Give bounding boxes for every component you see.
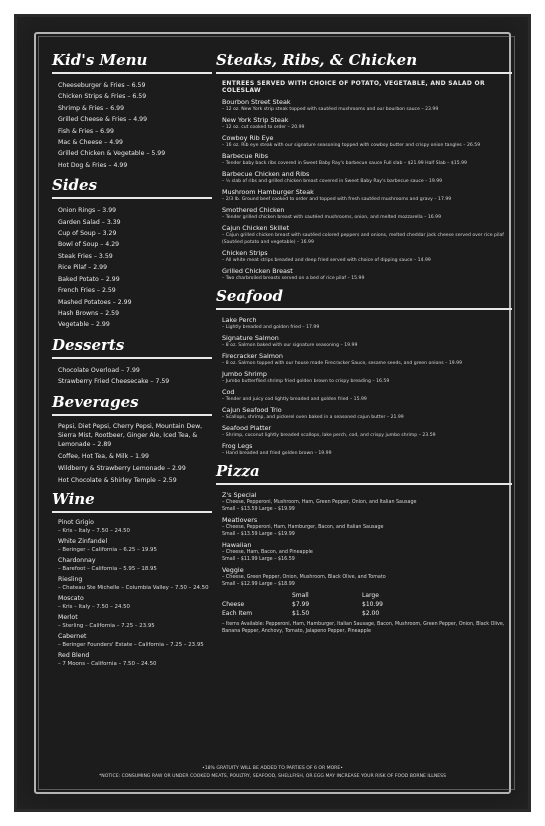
right-column (216, 50, 512, 635)
wine-description: – 7 Moons – California – 7.50 – 24.50 (58, 660, 157, 667)
section-divider (216, 483, 512, 485)
menu-item: Garden Salad – 3.39 (58, 218, 121, 226)
dish-description: – Lightly breaded and golden fried – 17.99 (222, 325, 320, 330)
large-price: $2.00 (362, 610, 380, 617)
sides-title: Sides (52, 176, 98, 195)
steaks-title: Steaks, Ribs, & Chicken (216, 51, 418, 69)
size-row-label: Each Item (222, 610, 253, 617)
menu-item: Mac & Cheese – 4.99 (58, 139, 123, 147)
wine-name: Pinot Grigio (58, 518, 94, 526)
dish-description: – All white meat strips breaded and deep fried served with choice of dipping sauce – 14.99 (222, 258, 431, 263)
pizza-toppings: – Cheese, Green Pepper, Onion, Mushroom, Black Olive, and Tomato (222, 575, 386, 580)
large-price: $10.99 (362, 601, 383, 608)
dish-name: Bourbon Street Steak (222, 98, 291, 106)
dish-description: – Cajun grilled chicken breast with sautéed colored peppers and onions, melted cheddar jack cheese served over rice pilaf (Sautéed potato and vegetable) – 16.99 (222, 233, 504, 245)
pizza-price: Small – $11.99 Large – $16.59 (222, 557, 295, 562)
section-divider (52, 197, 212, 199)
wine-name: Moscato (58, 594, 84, 602)
dish-description: – 12 oz. cut cooked to order – 20.99 (222, 125, 305, 130)
small-price: $1.50 (292, 610, 310, 617)
menu-item: Rice Pilaf – 2.99 (58, 264, 108, 272)
wine-name: Chardonnay (58, 556, 96, 564)
dish-name: Jumbo Shrimp (222, 370, 267, 378)
menu-item: Wildberry & Strawberry Lemonade – 2.99 (58, 464, 186, 472)
wine-title: Wine (52, 489, 95, 508)
wine-list (52, 519, 212, 668)
menu-item: Bowl of Soup – 4.29 (58, 241, 120, 249)
section-divider (52, 414, 212, 416)
sides-list (52, 205, 212, 330)
pizza-list (216, 491, 512, 588)
wine-description: – Beringer – California – 6.25 – 19.95 (58, 546, 157, 553)
menu-item: Hot Dog & Fries – 4.99 (58, 161, 128, 169)
wine-name: Riesling (58, 575, 83, 583)
dish-name: Smothered Chicken (222, 206, 285, 214)
size-header-blank (222, 591, 292, 600)
dish-description: – Hand breaded and fried golden brown – 19.99 (222, 451, 332, 456)
wine-description: – Chateau Ste Michelle – Columbia Valley – 7.50 – 24.50 (58, 584, 209, 591)
dish-name: New York Strip Steak (222, 116, 289, 124)
kids-menu-title: Kid's Menu (52, 51, 148, 69)
dish-description: – Tender and juicy cod lightly breaded and golden fried – 15.99 (222, 397, 367, 402)
gratuity-notice: •18% GRATUITY WILL BE ADDED TO PARTIES OF 6 OR MORE• (202, 766, 343, 771)
menu-item: Onion Rings – 3.99 (58, 207, 117, 215)
menu-item: Chicken Strips & Fries – 6.59 (58, 93, 147, 101)
pizza-name: Meatlovers (222, 516, 258, 524)
pizza-toppings: – Cheese, Pepperoni, Ham, Hamburger, Bacon, and Italian Sausage (222, 525, 384, 530)
left-column (52, 50, 212, 671)
dish-description: – 8 oz. Salmon baked with our signature seasoning – 19.99 (222, 343, 358, 348)
dish-name: Chicken Strips (222, 249, 268, 257)
menu-item: Grilled Chicken & Vegetable – 5.99 (58, 150, 166, 158)
dish-name: Barbecue Ribs (222, 152, 269, 160)
pizza-toppings: – Cheese, Pepperoni, Mushroom, Ham, Green Pepper, Onion, and Italian Sausage (222, 500, 417, 505)
section-divider (216, 308, 512, 310)
menu-item: French Fries – 2.59 (58, 287, 116, 295)
consumer-advisory: *NOTICE: CONSUMING RAW OR UNDER COOKED MEATS, POULTRY, SEAFOOD, SHELLFISH, OR EGG MAY INCREASE YOUR RISK OF FOOD BORNE ILLNESS (98, 774, 447, 779)
wine-name: White Zinfandel (58, 537, 108, 545)
dish-description: – ½ slab of ribs and grilled chicken breast covered in Sweet Baby Ray's barbecue sauce – 19.99 (222, 179, 443, 184)
seafood-list (216, 316, 512, 457)
steaks-subheading: ENTREES SERVED WITH CHOICE OF POTATO, VEGETABLE, AND SALAD OR COLESLAW (222, 80, 485, 94)
desserts-list (52, 365, 212, 388)
wine-description: – Kris – Italy – 7.50 – 24.50 (58, 527, 130, 534)
menu-item: Strawberry Fried Cheesecake – 7.59 (58, 378, 170, 386)
dish-description: – Tender baby back ribs covered in Sweet Baby Ray's barbecue sauce Full slab – $21.99 Half Slab – $15.99 (222, 161, 467, 166)
size-row-label: Cheese (222, 601, 245, 608)
pizza-name: Z's Special (222, 491, 257, 499)
dish-name: Cajun Seafood Trio (222, 406, 282, 414)
pizza-price: Small – $12.99 Large – $18.99 (222, 582, 295, 587)
dish-name: Signature Salmon (222, 334, 279, 342)
section-divider (52, 72, 212, 74)
menu-item: Shrimp & Fries – 6.99 (58, 104, 125, 112)
menu-item: Vegetable – 2.99 (58, 321, 110, 329)
menu-item: Hash Browns – 2.59 (58, 309, 120, 317)
wine-description: – Kris – Italy – 7.50 – 24.50 (58, 603, 130, 610)
menu-item: Mashed Potatoes – 2.99 (58, 298, 132, 306)
dish-description: – Shrimp, coconut lightly breaded scallops, lake perch, cod, and crispy jumbo shrimp – 23.59 (222, 433, 436, 438)
menu-item: Hot Chocolate & Shirley Temple – 2.59 (58, 476, 177, 484)
pizza-price: Small – $13.59 Large – $19.99 (222, 507, 295, 512)
size-price-row (216, 600, 512, 609)
wine-description: – Beringer Founders' Estate – California – 7.25 – 23.95 (58, 641, 204, 648)
menu-item: Cheeseburger & Fries – 6.59 (58, 82, 146, 89)
kids-menu-list (52, 80, 212, 171)
dish-description: – 8 oz. Salmon topped with our house made Firecracker Sauce, sesame seeds, and green onions – 19.99 (222, 361, 462, 366)
topping-options: – Items Available: Pepperoni, Ham, Hamburger, Italian Sausage, Bacon, Mushroom, Green Pepper, Onion, Black Olive, Banana Pepper, Anchovy, Tomato, Jalapeno Pepper, Pineapple (222, 622, 505, 634)
build-your-own-pizza-table (216, 591, 512, 635)
dish-name: Seafood Platter (222, 424, 272, 432)
dish-name: Barbecue Chicken and Ribs (222, 170, 310, 178)
menu-item: Baked Potato – 2.99 (58, 275, 120, 283)
dish-description: – 2/3 lb. Ground beef cooked to order and topped with fresh sautéed mushrooms and gravy – 17.99 (222, 197, 452, 202)
menu-item: Pepsi, Diet Pepsi, Cherry Pepsi, Mountain Dew, Sierra Mist, Rootbeer, Ginger Ale, Iced Tea, & Lemonade – 2.89 (58, 422, 203, 448)
dish-name: Cajun Chicken Skillet (222, 224, 290, 232)
chalkboard-menu (14, 14, 531, 812)
beverages-title: Beverages (52, 392, 139, 411)
wine-name: Cabernet (58, 632, 87, 640)
wine-name: Merlot (58, 613, 78, 621)
dish-name: Firecracker Salmon (222, 352, 283, 360)
dish-description: – Jumbo butterflied shrimp fried golden brown to crispy breading – 16.59 (222, 379, 390, 384)
menu-item: Grilled Cheese & Fries – 4.99 (58, 116, 148, 124)
dish-description: – 12 oz. New York strip steak topped with sautéed mushrooms and our bourbon sauce – 23.99 (222, 107, 439, 112)
small-size-label: Small (292, 592, 309, 599)
dish-name: Grilled Chicken Breast (222, 267, 293, 275)
pizza-price: Small – $13.59 Large – $19.99 (222, 532, 295, 537)
dish-description: – 16 oz. Rib eye steak with our signature seasoning topped with cowboy butter and crispy onion tangles – 26.59 (222, 143, 481, 148)
size-price-row (216, 609, 512, 618)
menu-item: Steak Fries – 3.59 (58, 252, 113, 260)
beverages-list (52, 422, 212, 485)
desserts-title: Desserts (52, 335, 125, 354)
pizza-name: Hawaiian (222, 541, 252, 549)
dish-name: Mushroom Hamburger Steak (222, 188, 314, 196)
dish-name: Cod (222, 388, 235, 396)
steaks-list (216, 98, 512, 282)
menu-item: Chocolate Overload – 7.99 (58, 366, 140, 374)
dish-description: – Tender grilled chicken breast with sautéed mushrooms, onion, and melted mozzarella – 16.99 (222, 215, 442, 220)
wine-description: – Sterling – California – 7.25 – 23.95 (58, 622, 155, 629)
section-divider (216, 72, 512, 74)
small-price: $7.99 (292, 601, 310, 608)
dish-name: Lake Perch (222, 316, 257, 324)
pizza-name: Veggie (222, 566, 244, 574)
pizza-toppings: – Cheese, Ham, Bacon, and Pineapple (222, 550, 313, 555)
dish-description: – Scallops, shrimp, and pickerel oven baked in a seasoned cajun butter – 21.99 (222, 415, 404, 420)
menu-item: Cup of Soup – 3.29 (58, 230, 117, 238)
size-header-row (216, 591, 512, 600)
dish-name: Frog Legs (222, 442, 253, 450)
section-divider (52, 357, 212, 359)
large-size-label: Large (362, 592, 379, 599)
wine-description: – Barefoot – California – 5.95 – 18.95 (58, 565, 157, 572)
pizza-title: Pizza (216, 462, 260, 480)
dish-description: – Two charbroiled breasts served on a bed of rice pilaf – 15.99 (222, 276, 365, 281)
seafood-title: Seafood (216, 287, 284, 305)
dish-name: Cowboy Rib Eye (222, 134, 274, 142)
menu-item: Coffee, Hot Tea, & Milk – 1.99 (58, 452, 149, 460)
wine-name: Red Blend (58, 651, 90, 659)
menu-item: Fish & Fries – 6.99 (58, 127, 114, 135)
section-divider (52, 511, 212, 513)
